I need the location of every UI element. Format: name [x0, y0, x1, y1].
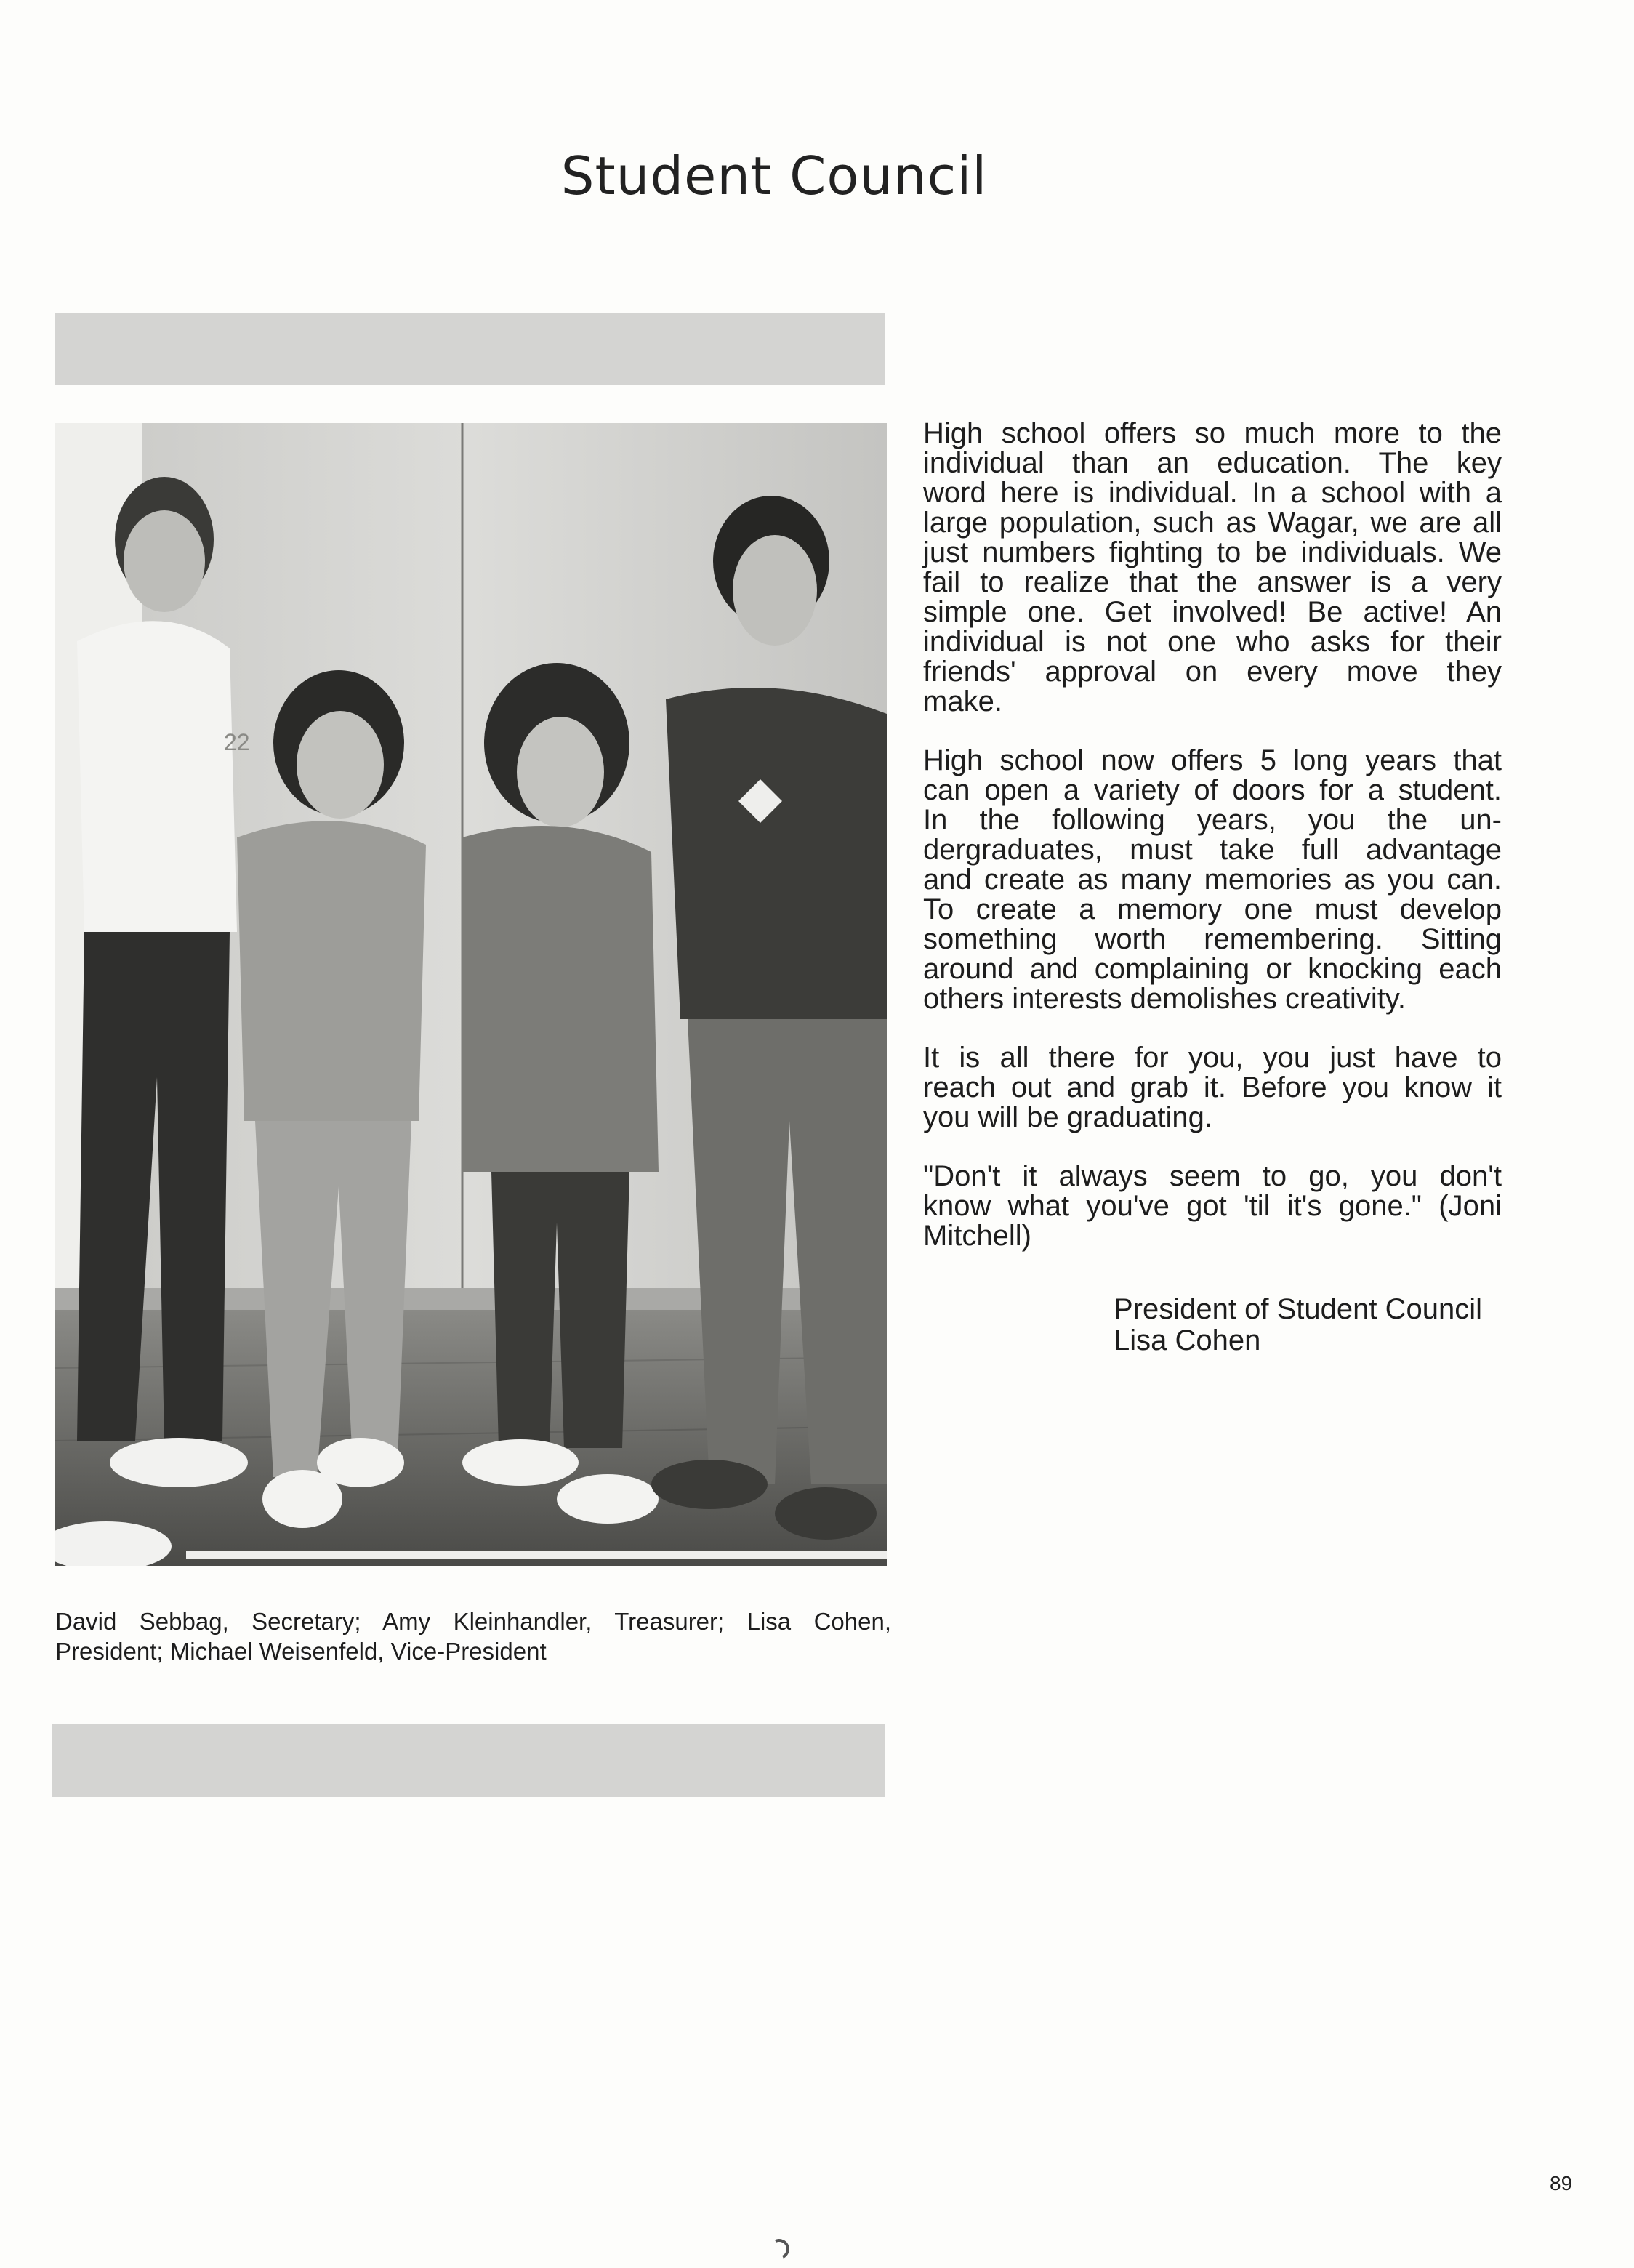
paragraph-4-quote: [923, 1162, 1502, 1251]
text-line: can open a variety of doors for a student.: [923, 774, 1502, 806]
page-title: Student Council: [560, 145, 988, 206]
article-body: [923, 419, 1502, 1280]
text-line: large population, such as Wagar, we are all: [923, 507, 1502, 539]
text-line: To create a memory one must develop: [923, 893, 1502, 925]
text-line: individual than an education. The key: [923, 447, 1502, 479]
text-line: and create as many memories as you can.: [923, 864, 1502, 896]
print-speck: [766, 2236, 792, 2262]
text-line: you will be graduating.: [923, 1101, 1213, 1133]
photo-caption: [55, 1606, 891, 1666]
text-line: just numbers fighting to be individuals. We: [923, 536, 1502, 568]
text-line: reach out and grab it. Before you know it: [923, 1071, 1502, 1103]
signature-role: President of Student Council: [1114, 1293, 1482, 1325]
text-line: something worth remembering. Sitting: [923, 923, 1502, 955]
text-line: It is all there for you, you just have to: [923, 1042, 1502, 1074]
text-line: around and complaining or knocking each: [923, 953, 1502, 985]
paragraph-2: [923, 746, 1502, 1014]
text-line: High school offers so much more to the: [923, 417, 1502, 449]
text-line: fail to realize that the answer is a very: [923, 566, 1502, 598]
text-line: friends' approval on every move they: [923, 656, 1502, 688]
group-photo: [55, 423, 887, 1566]
paragraph-3: [923, 1043, 1502, 1133]
text-line: High school now offers 5 long years that: [923, 744, 1502, 776]
text-line: know what you've got 'til it's gone." (Joni: [923, 1190, 1502, 1222]
caption-line-1: David Sebbag, Secretary; Amy Kleinhandler, Treasurer; Lisa Cohen,: [55, 1608, 891, 1635]
signature-name: Lisa Cohen: [1114, 1324, 1261, 1356]
caption-line-2: President; Michael Weisenfeld, Vice-President: [55, 1638, 547, 1665]
decorative-band-bottom: [52, 1724, 885, 1797]
text-line: word here is individual. In a school with a: [923, 477, 1502, 509]
jersey-number: 22: [224, 729, 250, 755]
decorative-band-top: [55, 313, 885, 385]
text-line: dergraduates, must take full advantage: [923, 834, 1502, 866]
text-line: Mitchell): [923, 1220, 1031, 1252]
text-line: make.: [923, 685, 1002, 717]
text-line: simple one. Get involved! Be active! An: [923, 596, 1502, 628]
paragraph-1: [923, 419, 1502, 717]
text-line: In the following years, you the un-: [923, 804, 1502, 836]
text-line: individual is not one who asks for their: [923, 626, 1502, 658]
text-line: others interests demolishes creativity.: [923, 983, 1406, 1015]
text-line: "Don't it always seem to go, you don't: [923, 1160, 1502, 1192]
signature-block: [1114, 1294, 1521, 1356]
page-number: 89: [1550, 2172, 1573, 2195]
